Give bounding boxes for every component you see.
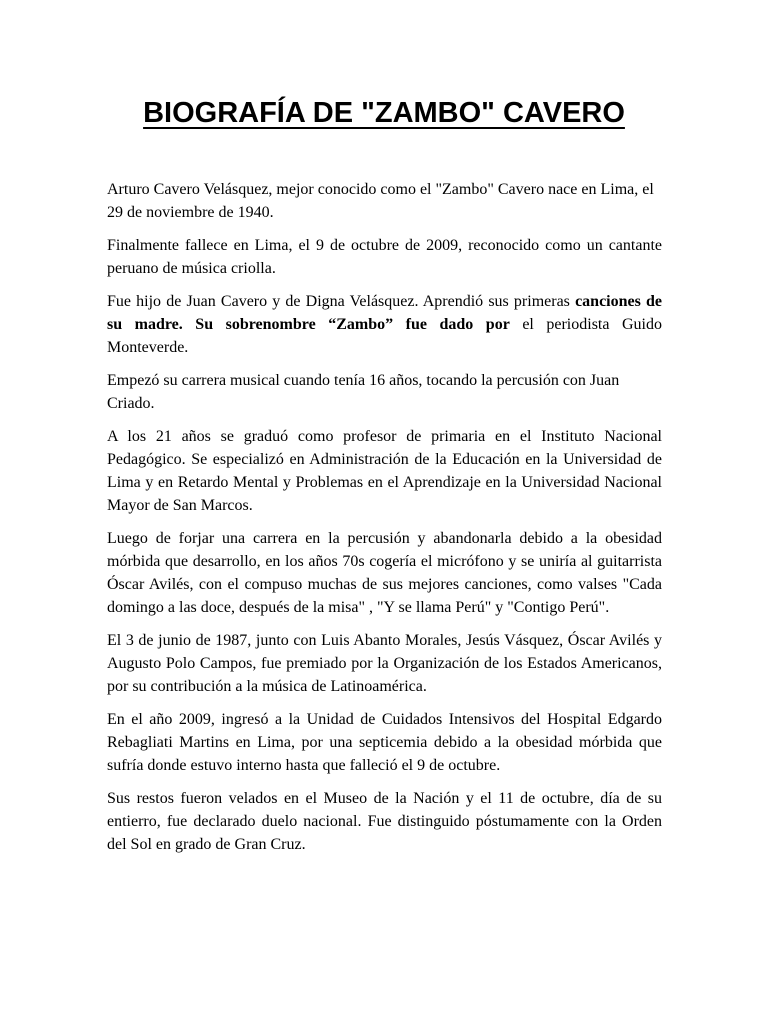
paragraph-music-career: Luego de forjar una carrera en la percusión y abandonarla debido a la obesidad mórbida que desarrollo, en los años 70s cogería el micrófono y se uniría al guitarrista Óscar Avilés, con el compuso muchas de sus mejores canciones, como valses "Cada domingo a las doce, después de la misa" , "Y se llama Perú" y "Contigo Perú". bbox=[107, 530, 662, 616]
document-body bbox=[107, 178, 662, 866]
paragraph-family-text-start: Fue hijo de Juan Cavero y de Digna Velásquez. Aprendió sus primeras bbox=[107, 293, 576, 310]
paragraph-family-bold-text: canciones de su madre. Su sobrenombre “Zambo” fue dado por bbox=[107, 293, 662, 333]
paragraph-education: A los 21 años se graduó como profesor de primaria en el Instituto Nacional Pedagógico. Se especializó en Administración de la Educación en la Universidad de Lima y en Retardo Mental y Problemas en el Aprendizaje en la Universidad Nacional Mayor de San Marcos. bbox=[107, 428, 662, 514]
paragraph-birth: Arturo Cavero Velásquez, mejor conocido como el "Zambo" Cavero nace en Lima, el 29 de noviembre de 1940. bbox=[107, 181, 654, 221]
paragraph-funeral: Sus restos fueron velados en el Museo de la Nación y el 11 de octubre, día de su entierro, fue declarado duelo nacional. Fue distinguido póstumamente con la Orden del Sol en grado de Gran Cruz. bbox=[107, 790, 662, 853]
paragraph-award: El 3 de junio de 1987, junto con Luis Abanto Morales, Jesús Vásquez, Óscar Avilés y Augusto Polo Campos, fue premiado por la Organización de los Estados Americanos, por su contribución a la música de Latinoamérica. bbox=[107, 632, 662, 695]
paragraph-family bbox=[107, 290, 662, 359]
document-title bbox=[0, 94, 768, 132]
paragraph-career-start: Empezó su carrera musical cuando tenía 16 años, tocando la percusión con Juan Criado. bbox=[107, 372, 620, 412]
paragraph-hospital: En el año 2009, ingresó a la Unidad de Cuidados Intensivos del Hospital Edgardo Rebagliati Martins en Lima, por una septicemia debido a la obesidad mórbida que sufría donde estuvo interno hasta que falleció el 9 de octubre. bbox=[107, 711, 662, 774]
paragraph-family-text-end: el periodista Guido Monteverde. bbox=[107, 316, 662, 356]
document-title-text: BIOGRAFÍA DE "ZAMBO" CAVERO bbox=[143, 97, 625, 129]
paragraph-death: Finalmente fallece en Lima, el 9 de octubre de 2009, reconocido como un cantante peruano de música criolla. bbox=[107, 237, 662, 277]
